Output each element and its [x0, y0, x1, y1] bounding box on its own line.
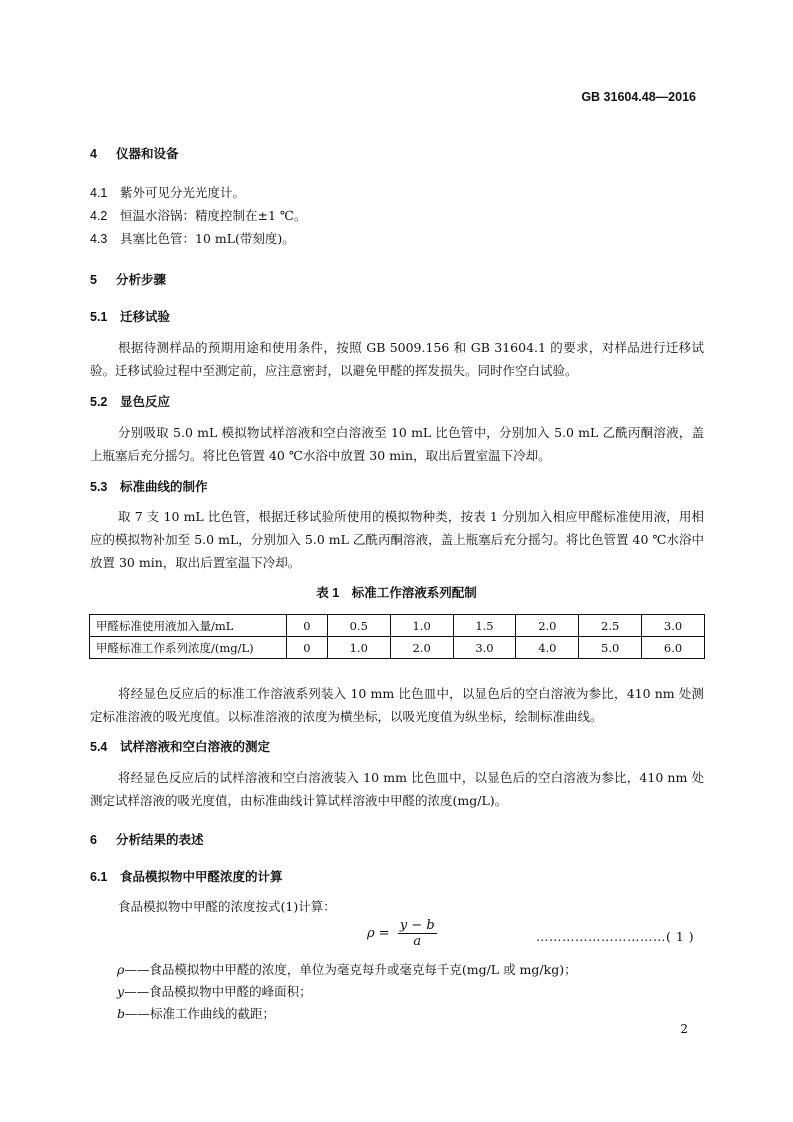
table-cell: 5.0 — [579, 637, 642, 659]
subsection-6-1-heading — [90, 867, 283, 885]
table-cell: 3.0 — [642, 615, 705, 637]
row-label: 甲醛标准使用液加入量/mL — [90, 615, 287, 637]
variable-symbol: b — [117, 1006, 126, 1021]
subsection-title: 迁移试验 — [120, 310, 171, 324]
table-caption: 表 1 标准工作溶液系列配制 — [316, 586, 477, 600]
table-cell: 2.0 — [516, 615, 579, 637]
table-cell: 4.0 — [516, 637, 579, 659]
variable-definition — [117, 960, 577, 978]
table-cell: 1.5 — [453, 615, 516, 637]
section-5-heading — [90, 270, 166, 288]
subsection-number: 6.1 — [90, 870, 108, 884]
subsection-title: 显色反应 — [120, 395, 171, 409]
table-cell: 1.0 — [327, 637, 390, 659]
page-number: 2 — [680, 1022, 688, 1036]
table-row — [90, 637, 705, 659]
formula-fraction — [398, 918, 437, 949]
section-title: 分析结果的表述 — [116, 833, 204, 847]
section-4-heading — [90, 144, 179, 162]
item-text: 紫外可见分光光度计。 — [120, 185, 246, 200]
formula-numerator: y − b — [399, 918, 435, 933]
variable-definition — [117, 1004, 275, 1022]
table-cell: 1.0 — [390, 615, 453, 637]
item-text: 具塞比色管：10 mL(带刻度)。 — [120, 231, 295, 246]
variable-description: ——标准工作曲线的截距； — [125, 1006, 276, 1021]
table-cell: 0.5 — [327, 615, 390, 637]
subsection-5-1-heading — [90, 307, 170, 325]
variable-definition — [117, 982, 312, 1000]
standard-number: GB 31604.48—2016 — [581, 90, 696, 104]
subsection-number: 5.1 — [90, 310, 108, 324]
formula-intro: 食品模拟物中甲醛的浓度按式(1)计算： — [118, 899, 336, 914]
row-label: 甲醛标准工作系列浓度/(mg/L) — [90, 637, 287, 659]
subsection-number: 5.3 — [90, 480, 108, 494]
paragraph-5-4: 将经显色反应后的试样溶液和空白溶液装入 10 mm 比色皿中，以显色后的空白溶液为参比，410 nm 处测定试样溶液的吸光度值，由标准曲线计算试样溶液中甲醛的浓度(mg/L)。 — [90, 770, 704, 808]
item-number: 4.3 — [90, 232, 108, 246]
table-cell: 2.0 — [390, 637, 453, 659]
formula — [367, 918, 437, 949]
formula-denominator: a — [413, 934, 422, 949]
paragraph-5-3-after-table: 将经显色反应后的标准工作溶液系列装入 10 mm 比色皿中，以显色后的空白溶液为参比，410 nm 处测定标准溶液的吸光度值。以标准溶液的浓度为横坐标，以吸光度值为纵坐标，绘制标准曲线。 — [90, 686, 704, 724]
section-number: 6 — [90, 833, 97, 847]
section-title: 分析步骤 — [116, 273, 167, 287]
subsection-number: 5.4 — [90, 740, 108, 754]
list-item — [90, 206, 306, 224]
paragraph-5-2: 分别吸取 5.0 mL 模拟物试样溶液和空白溶液至 10 mL 比色管中，分别加入 5.0 mL 乙酰丙酮溶液，盖上瓶塞后充分摇匀。将比色管置 40 ℃水浴中放置 30 min，取出后置室温下冷却。 — [90, 425, 704, 463]
table-row — [90, 615, 705, 637]
item-number: 4.1 — [90, 186, 108, 200]
variable-description: ——食品模拟物中甲醛的峰面积； — [124, 984, 312, 999]
subsection-title: 食品模拟物中甲醛浓度的计算 — [120, 870, 283, 884]
list-item — [90, 229, 295, 247]
item-text: 恒温水浴锅：精度控制在±1 ℃。 — [120, 208, 307, 223]
list-item — [90, 183, 245, 201]
variable-description: ——食品模拟物中甲醛的浓度，单位为毫克每升或毫克每千克(mg/L 或 mg/kg)； — [124, 962, 577, 977]
section-number: 5 — [90, 273, 97, 287]
paragraph-5-1: 根据待测样品的预期用途和使用条件，按照 GB 5009.156 和 GB 31604.1 的要求，对样品进行迁移试验。迁移试验过程中至测定前，应注意密封，以避免甲醛的挥发损失。同时作空白试验。 — [90, 340, 704, 378]
section-6-heading — [90, 830, 204, 848]
variable-symbol: ρ — [117, 962, 125, 977]
table-cell: 0 — [287, 637, 328, 659]
subsection-title: 试样溶液和空白溶液的测定 — [120, 740, 271, 754]
subsection-5-2-heading — [90, 392, 170, 410]
table-cell: 0 — [287, 615, 328, 637]
subsection-5-3-heading — [90, 477, 208, 495]
section-number: 4 — [90, 147, 97, 161]
standard-solution-table — [89, 614, 705, 659]
subsection-5-4-heading — [90, 737, 270, 755]
table-cell: 6.0 — [642, 637, 705, 659]
item-number: 4.2 — [90, 209, 108, 223]
formula-lhs: ρ = — [367, 926, 390, 941]
equation-number: …………………………( 1 ) — [536, 929, 695, 944]
paragraph-5-3: 取 7 支 10 mL 比色管，根据迁移试验所使用的模拟物种类，按表 1 分别加入相应甲醛标准使用液，用相应的模拟物补加至 5.0 mL，分别加入 5.0 mL 乙酰丙酮溶液，盖上瓶塞后充分摇匀。将比色管置 40 ℃水浴中放置 30 min，取出后置室温下冷却。 — [90, 509, 704, 570]
subsection-number: 5.2 — [90, 395, 108, 409]
variable-symbol: y — [117, 984, 125, 999]
table-cell: 3.0 — [453, 637, 516, 659]
section-title: 仪器和设备 — [116, 147, 179, 161]
subsection-title: 标准曲线的制作 — [120, 480, 208, 494]
table-cell: 2.5 — [579, 615, 642, 637]
